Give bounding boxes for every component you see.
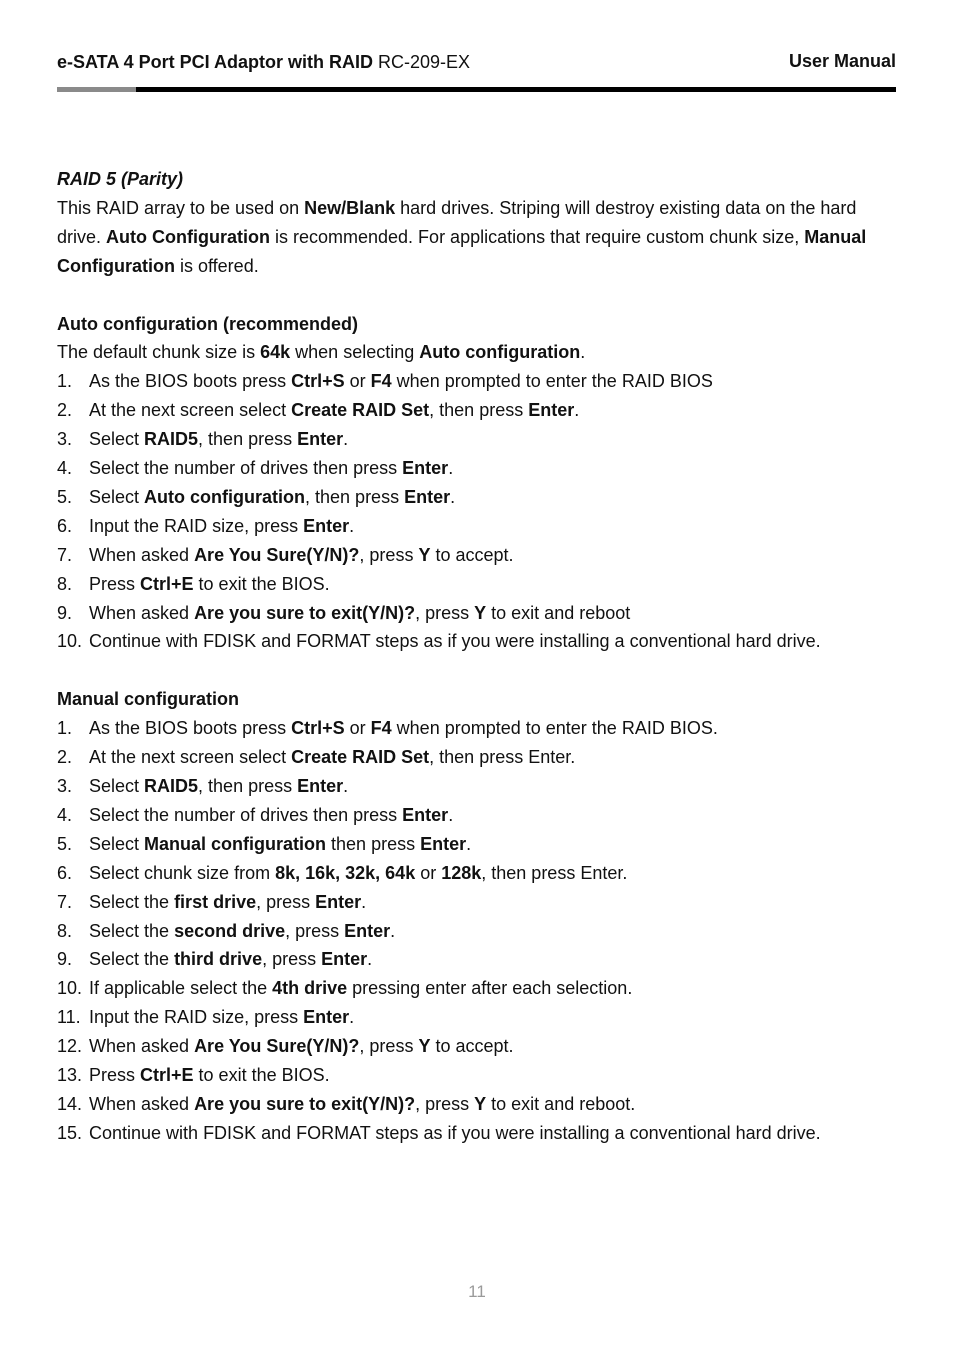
header-rule <box>136 87 896 92</box>
list-item-text <box>89 805 453 825</box>
text-run: pressing enter after each selection. <box>347 978 633 999</box>
bold-text: Enter <box>420 833 467 854</box>
text-run: or <box>415 862 442 883</box>
bold-text: Enter <box>402 804 449 825</box>
list-item-number: 1. <box>57 718 73 739</box>
text-run: When asked <box>89 602 195 623</box>
bold-text: Enter <box>297 429 344 450</box>
list-item-text <box>89 631 821 651</box>
bold-text: Auto configuration <box>419 342 581 363</box>
bold-text: RAID5 <box>144 776 199 796</box>
list-item-number: 14. <box>57 1093 83 1114</box>
list-item <box>57 1032 897 1061</box>
list-item-text <box>89 1094 635 1114</box>
text-run: Select <box>89 486 145 507</box>
text-run: When asked <box>89 544 195 565</box>
auto-config-lead <box>57 338 897 367</box>
text-run: . <box>349 1007 355 1028</box>
text-run: . <box>343 776 349 796</box>
list-item-text <box>89 921 395 941</box>
bold-text: Ctrl+E <box>140 1065 194 1086</box>
text-run: . <box>574 400 580 421</box>
text-run: , then press Enter. <box>481 862 628 883</box>
list-item <box>57 859 897 888</box>
text-run: , press <box>415 1093 475 1114</box>
list-item <box>57 1090 897 1119</box>
text-run: When asked <box>89 1036 195 1057</box>
text-run: to exit and reboot. <box>486 1093 636 1114</box>
bold-text: Enter <box>321 949 368 970</box>
list-item-text <box>89 978 632 998</box>
header-model: RC-209-EX <box>373 52 471 72</box>
list-item <box>57 599 897 628</box>
list-item-text <box>89 487 455 507</box>
text-run: when prompted to enter the RAID BIOS. <box>391 718 718 739</box>
bold-text: Are You Sure(Y/N)? <box>194 544 360 565</box>
list-item-number: 10. <box>57 978 83 999</box>
list-item-number: 7. <box>57 891 73 912</box>
text-run: Select the <box>89 891 175 912</box>
text-run: , press <box>256 891 316 912</box>
list-item-number: 2. <box>57 400 73 421</box>
header-document-type: User Manual <box>788 51 896 71</box>
text-run: Select <box>89 776 145 796</box>
list-item-text <box>89 1036 514 1056</box>
list-item-text <box>89 574 330 594</box>
list-item-text <box>89 1007 354 1027</box>
list-item <box>57 512 897 541</box>
text-run: Select the number of drives then press <box>89 804 403 825</box>
manual-config-steps <box>57 714 897 1148</box>
text-run: to accept. <box>430 1036 514 1057</box>
auto-config-steps <box>57 367 897 656</box>
bold-text: Manual Configuration <box>57 226 867 276</box>
list-item-number: 6. <box>57 515 73 536</box>
list-item <box>57 367 897 396</box>
list-item <box>57 483 897 512</box>
bold-text: F4 <box>370 718 392 739</box>
page-number: 11 <box>468 1282 486 1301</box>
bold-text: second drive <box>174 920 286 941</box>
text-run: At the next screen select <box>89 747 292 768</box>
bold-text: RAID5 <box>144 429 199 450</box>
bold-text: Are you sure to exit(Y/N)? <box>194 602 416 623</box>
bold-text: Auto Configuration <box>106 226 270 247</box>
list-item-number: 11. <box>57 1007 81 1028</box>
bold-text: Manual configuration <box>144 833 327 854</box>
list-item-text <box>89 949 372 969</box>
list-item <box>57 1119 897 1148</box>
text-run: As the BIOS boots press <box>89 371 292 392</box>
text-run: . <box>390 920 396 941</box>
text-run: is offered. <box>174 255 259 276</box>
list-item <box>57 1003 897 1032</box>
list-item-text <box>89 834 471 854</box>
bold-text: third drive <box>174 949 263 970</box>
bold-text: Ctrl+S <box>291 371 345 392</box>
text-run: Continue with FDISK and FORMAT steps as if you were installing a conventional hard drive. <box>89 1122 821 1143</box>
list-item-text <box>89 371 713 391</box>
bold-text: Enter <box>297 776 344 796</box>
manual-config-title: Manual configuration <box>57 689 239 710</box>
list-item <box>57 974 897 1003</box>
bold-text: New/Blank <box>304 197 396 218</box>
list-item <box>57 570 897 599</box>
text-run: , then press Enter. <box>429 747 576 768</box>
raid5-section-title: RAID 5 (Parity) <box>57 169 184 189</box>
text-run: or <box>344 371 371 392</box>
bold-text: Enter <box>303 515 350 536</box>
bold-text: Enter <box>402 458 449 479</box>
list-item <box>57 627 897 656</box>
list-item-number: 1. <box>57 371 73 392</box>
spacer <box>57 656 897 685</box>
text-run: . <box>343 429 349 450</box>
text-run: , then press <box>305 486 405 507</box>
list-item-text <box>89 603 630 623</box>
text-run: to exit and reboot <box>486 602 631 623</box>
list-item <box>57 454 897 483</box>
spacer <box>57 281 897 310</box>
bold-text: Enter <box>315 891 362 912</box>
text-run: . <box>580 342 586 363</box>
header-title <box>57 52 470 73</box>
list-item-text <box>89 892 366 912</box>
bold-text: Y <box>418 544 431 565</box>
list-item-number: 5. <box>57 486 73 507</box>
list-item <box>57 772 897 801</box>
text-run: . <box>349 515 355 536</box>
text-run: , then press <box>198 776 298 796</box>
text-run: . <box>448 804 454 825</box>
text-run: . <box>448 458 454 479</box>
text-run: When asked <box>89 1093 195 1114</box>
text-run: , press <box>262 949 322 970</box>
text-run: to accept. <box>430 544 514 565</box>
list-item-number: 5. <box>57 833 73 854</box>
bold-text: Create RAID Set <box>291 747 430 768</box>
list-item-number: 10. <box>57 631 83 652</box>
list-item-number: 7. <box>57 544 73 565</box>
text-run: , then press <box>429 400 529 421</box>
header-product-title: e-SATA 4 Port PCI Adaptor with RAID <box>57 52 374 72</box>
text-run: If applicable select the <box>89 978 273 999</box>
list-item-text <box>89 776 348 796</box>
list-item-text <box>89 516 354 536</box>
list-item <box>57 396 897 425</box>
list-item <box>57 888 897 917</box>
text-run: This RAID array to be used on <box>57 197 305 218</box>
text-run: when selecting <box>290 342 420 363</box>
bold-text: Enter <box>404 486 451 507</box>
bold-text: Y <box>418 1036 431 1057</box>
list-item <box>57 425 897 454</box>
list-item <box>57 801 897 830</box>
bold-text: Enter <box>344 920 391 941</box>
text-run: Continue with FDISK and FORMAT steps as if you were installing a conventional hard drive. <box>89 631 821 652</box>
list-item-text <box>89 863 627 883</box>
list-item-number: 12. <box>57 1036 83 1057</box>
list-item-text <box>89 747 575 767</box>
list-item-text <box>89 429 348 449</box>
text-run: , press <box>285 920 345 941</box>
bold-text: first drive <box>174 891 257 912</box>
bold-text: Enter <box>303 1007 350 1028</box>
bold-text: Auto configuration <box>144 486 306 507</box>
list-item <box>57 830 897 859</box>
text-run: or <box>344 718 371 739</box>
bold-text: 128k <box>441 862 482 883</box>
list-item-number: 6. <box>57 862 73 883</box>
text-run: Select the number of drives then press <box>89 458 403 479</box>
text-run: is recommended. For applications that require custom chunk size, <box>270 226 805 247</box>
text-run: Select the <box>89 920 175 941</box>
list-item-number: 9. <box>57 949 73 970</box>
text-run: , then press <box>198 429 298 450</box>
raid5-intro-paragraph <box>57 194 897 281</box>
text-run: Press <box>89 573 141 594</box>
list-item-number: 3. <box>57 429 73 450</box>
bold-text: 64k <box>260 342 291 363</box>
list-item <box>57 917 897 946</box>
text-run: Select <box>89 833 145 854</box>
text-run: to exit the BIOS. <box>193 573 330 594</box>
list-item-text <box>89 545 514 565</box>
text-run: . <box>367 949 373 970</box>
text-run: then press <box>326 833 421 854</box>
list-item <box>57 714 897 743</box>
bold-text: Y <box>474 1093 487 1114</box>
text-run: hard drives. Striping will destroy existing data on the hard drive. <box>57 197 857 247</box>
list-item-text <box>89 458 453 478</box>
text-run: , press <box>359 1036 419 1057</box>
list-item-number: 2. <box>57 747 73 768</box>
list-item <box>57 1061 897 1090</box>
list-item-text <box>89 1065 330 1085</box>
text-run: . <box>450 486 456 507</box>
text-run: , press <box>415 602 475 623</box>
text-run: Input the RAID size, press <box>89 515 304 536</box>
list-item-text <box>89 718 718 738</box>
auto-config-title: Auto configuration (recommended) <box>57 313 358 334</box>
text-run: when prompted to enter the RAID BIOS <box>391 371 713 392</box>
bold-text: Are You Sure(Y/N)? <box>194 1036 360 1057</box>
bold-text: Ctrl+E <box>140 573 194 594</box>
list-item-number: 4. <box>57 804 73 825</box>
text-run: As the BIOS boots press <box>89 718 292 739</box>
text-run: Input the RAID size, press <box>89 1007 304 1028</box>
bold-text: Enter <box>528 400 575 421</box>
text-run: Select chunk size from <box>89 862 276 883</box>
header-rule-accent <box>57 87 136 92</box>
bold-text: Are you sure to exit(Y/N)? <box>194 1093 416 1114</box>
bold-text: Create RAID Set <box>291 400 430 421</box>
bold-text: 4th drive <box>272 978 348 999</box>
text-run: , press <box>359 544 419 565</box>
list-item-number: 4. <box>57 458 73 479</box>
list-item-number: 3. <box>57 776 73 796</box>
list-item-number: 8. <box>57 920 73 941</box>
bold-text: Ctrl+S <box>291 718 345 739</box>
bold-text: Y <box>474 602 487 623</box>
text-run: At the next screen select <box>89 400 292 421</box>
page-body <box>57 165 897 1148</box>
bold-text: 8k, 16k, 32k, 64k <box>275 862 416 883</box>
text-run: . <box>361 891 367 912</box>
text-run: The default chunk size is <box>57 342 261 363</box>
list-item <box>57 541 897 570</box>
bold-text: F4 <box>370 371 392 392</box>
list-item <box>57 945 897 974</box>
text-run: Select <box>89 429 145 450</box>
list-item-text <box>89 400 579 420</box>
text-run: Select the <box>89 949 175 970</box>
text-run: to exit the BIOS. <box>193 1065 330 1086</box>
list-item-number: 9. <box>57 602 73 623</box>
page-header <box>57 52 896 76</box>
list-item-number: 15. <box>57 1122 83 1143</box>
list-item-text <box>89 1123 821 1143</box>
list-item-number: 13. <box>57 1065 83 1086</box>
list-item-number: 8. <box>57 573 73 594</box>
list-item <box>57 743 897 772</box>
text-run: . <box>466 833 472 854</box>
text-run: Press <box>89 1065 141 1086</box>
